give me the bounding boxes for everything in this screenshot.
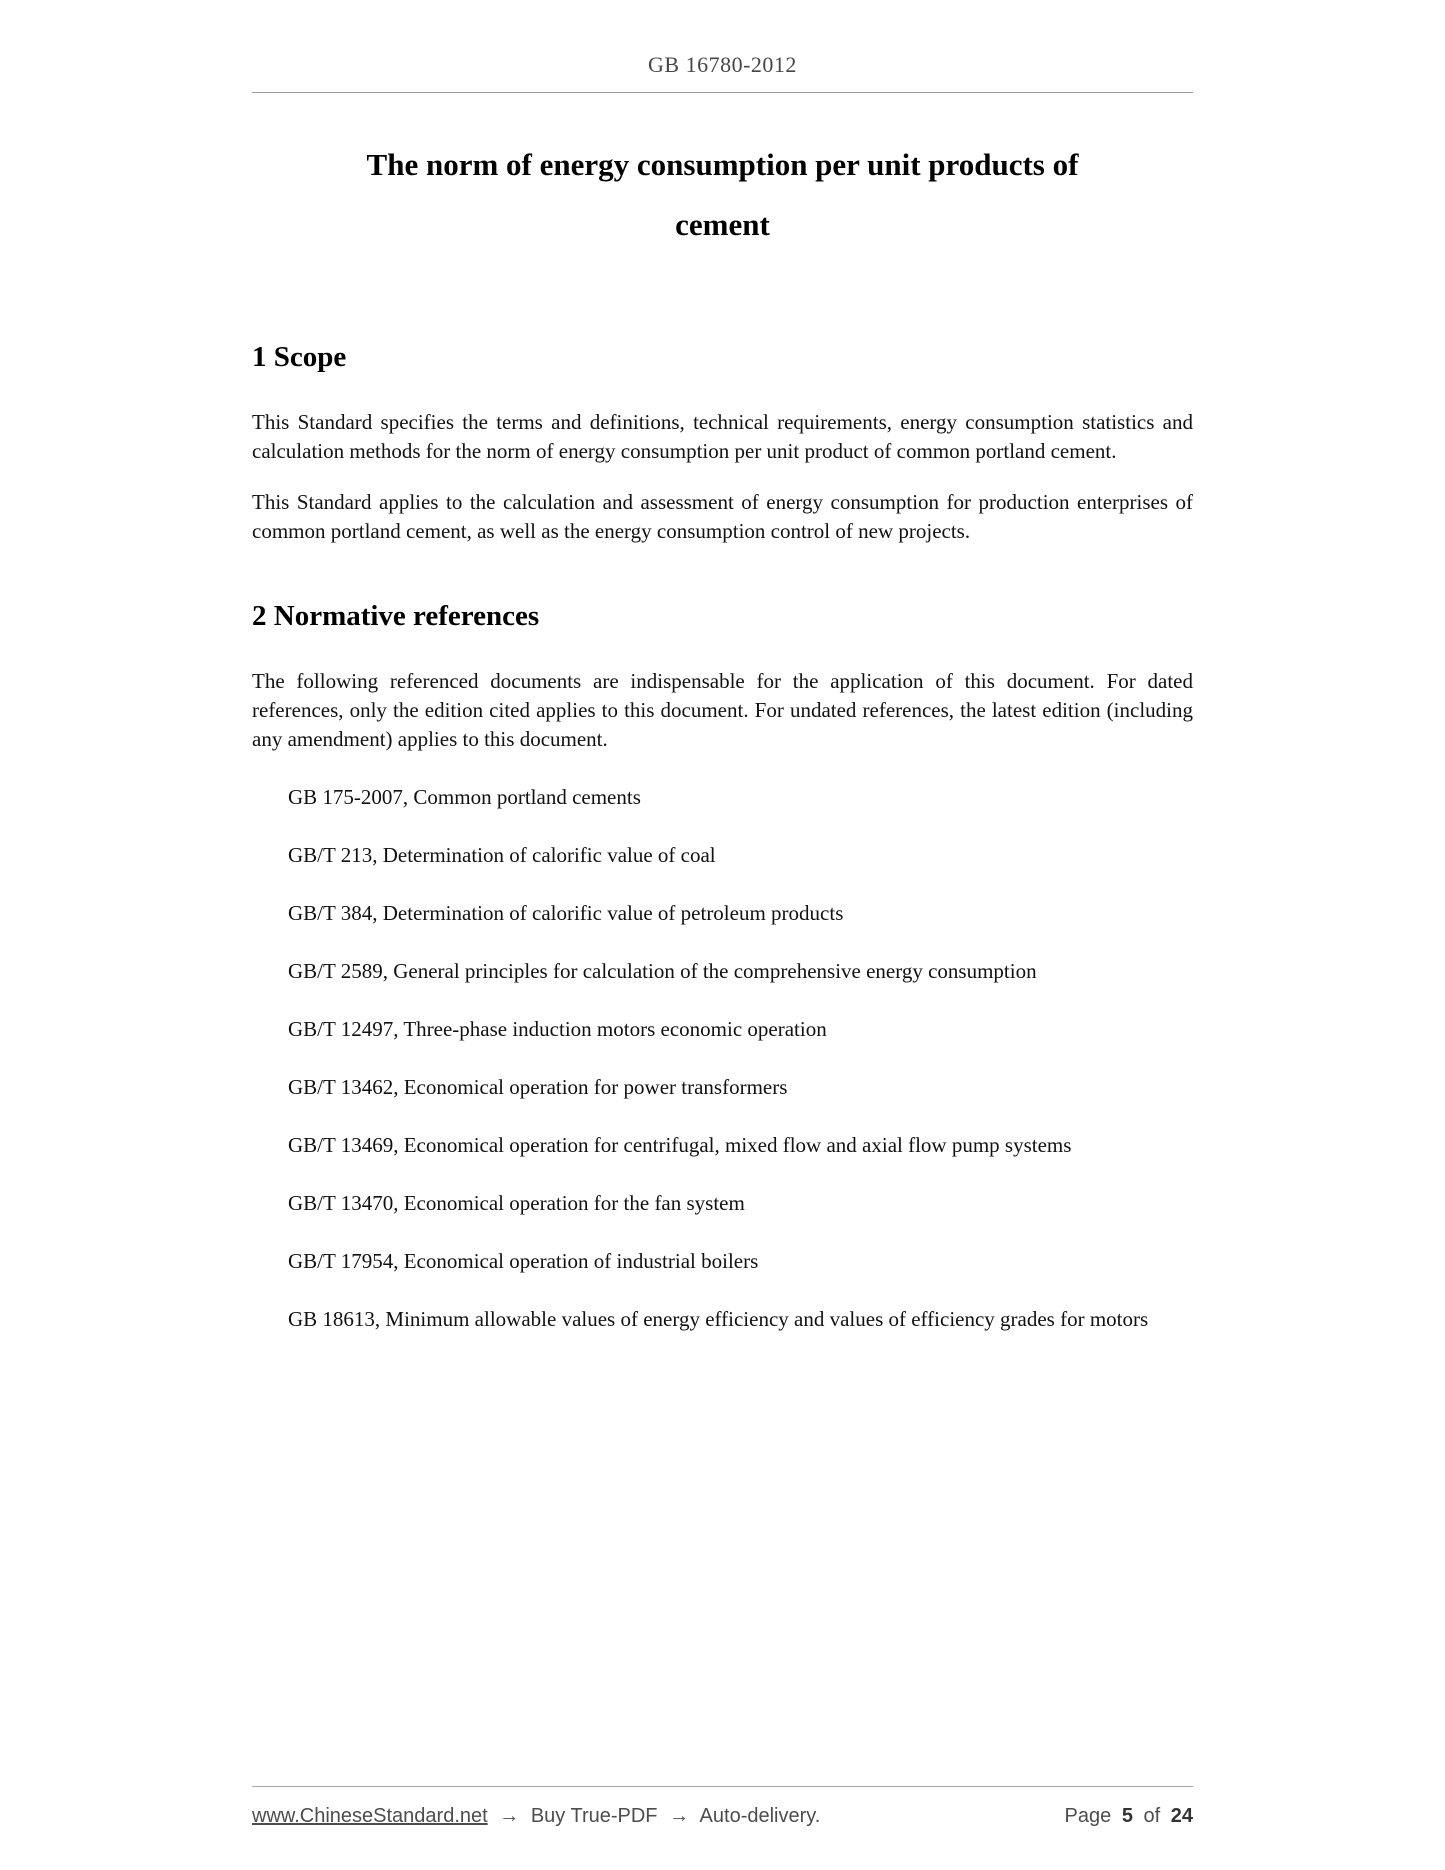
footer-buy-text: Buy True-PDF: [530, 1805, 658, 1827]
footer-page-number: 5: [1121, 1805, 1133, 1827]
reference-item: GB/T 12497, Three-phase induction motors economic operation: [288, 1017, 827, 1041]
reference-item: GB/T 384, Determination of calorific value of petroleum products: [288, 901, 844, 925]
reference-item: GB/T 2589, General principles for calculation of the comprehensive energy consumption: [288, 959, 1037, 983]
arrow-icon: →: [669, 1805, 690, 1827]
arrow-icon: →: [499, 1805, 520, 1827]
footer-site-link[interactable]: www.ChineseStandard.net: [252, 1805, 488, 1827]
section-heading-normative-references: 2 Normative references: [252, 600, 540, 632]
header-doc-number: GB 16780-2012: [648, 52, 797, 77]
footer-of-label: of: [1143, 1805, 1161, 1827]
document-title-line1: The norm of energy consumption per unit products of: [366, 147, 1079, 182]
footer-total-pages: 24: [1170, 1805, 1193, 1827]
footer-left: [252, 1805, 826, 1828]
document-title: [252, 135, 1193, 255]
reference-item: GB/T 13462, Economical operation for power transformers: [288, 1075, 788, 1099]
reference-item: GB/T 13470, Economical operation for the fan system: [288, 1191, 745, 1215]
section-heading-scope: 1 Scope: [252, 341, 347, 373]
footer-page-label: Page: [1064, 1805, 1112, 1827]
page-footer: [252, 1786, 1193, 1828]
scope-paragraph-1: This Standard specifies the terms and definitions, technical requirements, energy consumption statistics and calculation methods for the norm of energy consumption per unit product of common portland cement.: [252, 410, 1193, 463]
normative-intro-paragraph: The following referenced documents are indispensable for the application of this document. For dated references, only the edition cited applies to this document. For undated references, the latest edition (including any amendment) applies to this document.: [252, 669, 1193, 751]
reference-item: GB 18613, Minimum allowable values of energy efficiency and values of efficiency grades for motors: [288, 1307, 1149, 1331]
footer-page-indicator: [1065, 1805, 1193, 1828]
reference-item: GB/T 13469, Economical operation for centrifugal, mixed flow and axial flow pump systems: [288, 1133, 1072, 1157]
reference-item: GB/T 213, Determination of calorific value of coal: [288, 843, 716, 867]
document-title-line2: cement: [675, 207, 770, 242]
reference-item: GB/T 17954, Economical operation of industrial boilers: [288, 1249, 759, 1273]
footer-delivery-text: Auto-delivery.: [699, 1805, 821, 1827]
header-rule: [252, 92, 1193, 93]
reference-item: GB 175-2007, Common portland cements: [288, 785, 641, 809]
scope-paragraph-2: This Standard applies to the calculation and assessment of energy consumption for production enterprises of common portland cement, as well as the energy consumption control of new projects.: [252, 490, 1193, 543]
